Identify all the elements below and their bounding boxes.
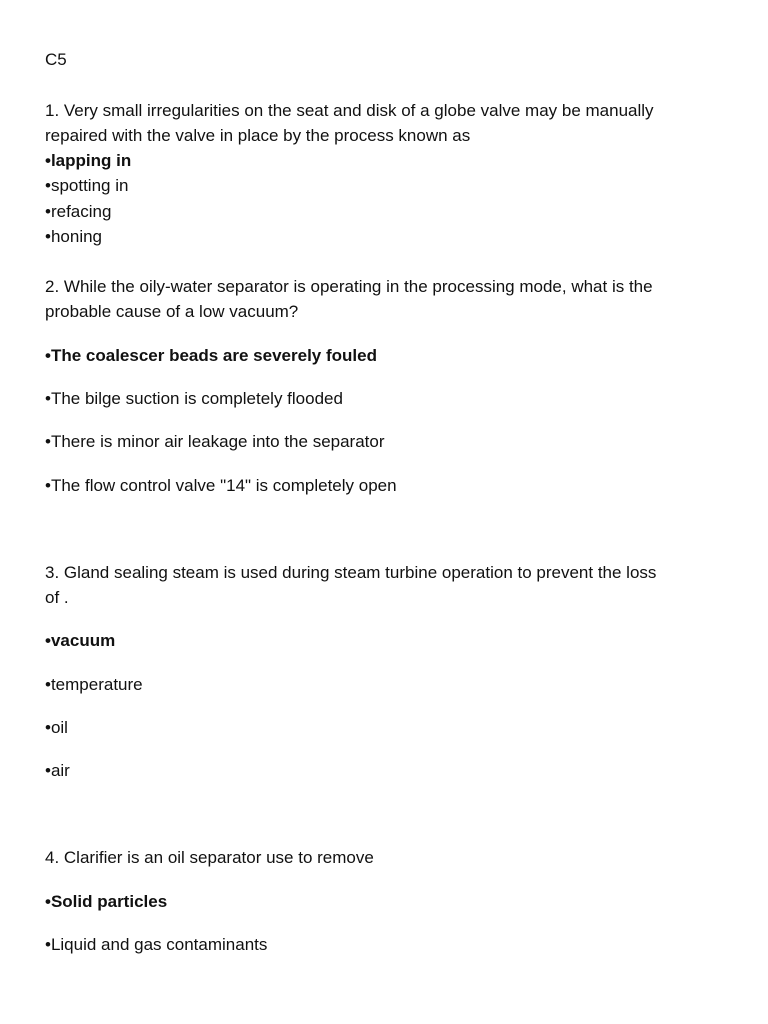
document-page (45, 0, 735, 1024)
question-4-text-line-1: 4. Clarifier is an oil separator use to remove (45, 848, 374, 867)
question-3-text-line-1: 3. Gland sealing steam is used during steam turbine operation to prevent the loss (45, 563, 657, 582)
question-2-option: •The flow control valve "14" is completely open (45, 476, 397, 495)
question-3-option: •air (45, 761, 70, 780)
question-3-option: •oil (45, 718, 68, 737)
question-2-text-line-1: 2. While the oily-water separator is operating in the processing mode, what is the (45, 277, 653, 296)
question-1-option: •spotting in (45, 176, 129, 195)
question-4-answer-option: •Solid particles (45, 892, 168, 911)
question-1-option: •honing (45, 227, 103, 246)
question-1-text-line-1: 1. Very small irregularities on the seat and disk of a globe valve may be manually (45, 101, 654, 120)
question-3-answer-option: •vacuum (45, 631, 116, 650)
question-2-option: •The bilge suction is completely flooded (45, 389, 343, 408)
question-2-text-line-2: probable cause of a low vacuum? (45, 302, 299, 321)
question-3-option: •temperature (45, 675, 143, 694)
document-header: C5 (45, 50, 67, 69)
question-4-option: •Liquid and gas contaminants (45, 935, 268, 954)
question-2-option: •There is minor air leakage into the separator (45, 432, 385, 451)
question-2-answer-option: •The coalescer beads are severely fouled (45, 346, 377, 365)
question-1-option: •refacing (45, 202, 112, 221)
question-1-answer-option: •lapping in (45, 151, 132, 170)
question-3-text-line-2: of . (45, 588, 69, 607)
question-1-text-line-2: repaired with the valve in place by the process known as (45, 126, 471, 145)
